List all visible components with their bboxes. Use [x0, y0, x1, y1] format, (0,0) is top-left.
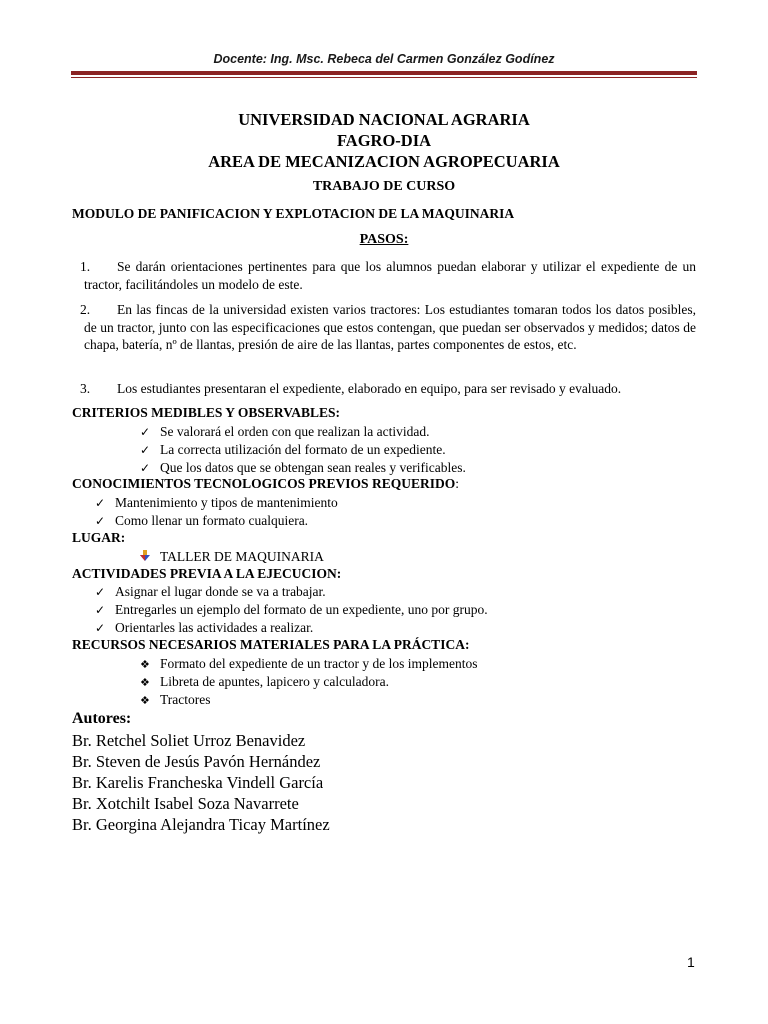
title-faculty: FAGRO-DIA [336, 131, 432, 150]
actividades-heading: ACTIVIDADES PREVIA A LA EJECUCION: [72, 566, 342, 581]
step-number: 2. [80, 302, 91, 317]
check-icon [140, 441, 160, 459]
module-title: MODULO DE PANIFICACION Y EXPLOTACION DE LA MAQUINARIA [72, 206, 515, 221]
list-item: ❖Libreta de apuntes, lapicero y calculadora. [140, 673, 389, 691]
step-text: Se darán orientaciones pertinentes para que los alumnos puedan elaborar y utilizar el expediente de un tractor, facilitándoles un modelo de este. [84, 259, 696, 292]
check-icon [140, 459, 160, 477]
list-item: ✓Como llenar un formato cualquiera. [95, 512, 308, 530]
header-rule-thick [71, 71, 697, 75]
list-item: ✓Se valorará el orden con que realizan la actividad. [140, 423, 430, 441]
check-icon [95, 512, 115, 530]
page-number: 1 [687, 954, 695, 970]
author-name: Br. Steven de Jesús Pavón Hernández [72, 752, 321, 771]
list-item: ✓Entregarles un ejemplo del formato de un expediente, uno por grupo. [95, 601, 488, 619]
diamond-bullet-icon [140, 691, 160, 709]
conocimientos-heading: CONOCIMIENTOS TECNOLOGICOS PREVIOS REQUERIDO: [72, 476, 459, 491]
recursos-heading: RECURSOS NECESARIOS MATERIALES PARA LA PRÁCTICA: [72, 637, 470, 652]
title-area: AREA DE MECANIZACION AGROPECUARIA [208, 152, 560, 171]
list-item: ✓La correcta utilización del formato de un expediente. [140, 441, 446, 459]
list-item: ✓Asignar el lugar donde se va a trabajar. [95, 583, 326, 601]
step-text: En las fincas de la universidad existen varios tractores: Los estudiantes tomaran todos los datos posibles, de un tractor, junto con las especificaciones que estos contengan, que puedan ser observados y medidos; datos de chapa, batería, nº de llantas, presión de aire de las llantas, partes componentes de estos, etc. [84, 302, 696, 352]
check-icon [95, 494, 115, 512]
step-number: 1. [80, 259, 91, 274]
author-name: Br. Karelis Francheska Vindell García [72, 773, 324, 792]
author-name: Br. Georgina Alejandra Ticay Martínez [72, 815, 330, 834]
title-work: TRABAJO DE CURSO [312, 179, 456, 194]
check-icon [95, 583, 115, 601]
criterios-heading: CRITERIOS MEDIBLES Y OBSERVABLES: [72, 405, 340, 420]
check-icon [140, 423, 160, 441]
list-item: ✓Que los datos que se obtengan sean reales y verificables. [140, 459, 466, 477]
steps-heading: PASOS: [359, 232, 409, 247]
diamond-bullet-icon [140, 655, 160, 673]
author-name: Br. Xotchilt Isabel Soza Navarrete [72, 794, 299, 813]
step-number: 3. [80, 381, 91, 396]
list-item: TALLER DE MAQUINARIA [140, 548, 324, 565]
step-1 [72, 258, 696, 293]
author-name: Br. Retchel Soliet Urroz Benavidez [72, 731, 306, 750]
list-item: ❖Tractores [140, 691, 211, 709]
header-rule-thin [71, 77, 697, 78]
diamond-bullet-icon [140, 673, 160, 691]
list-item: ✓Mantenimiento y tipos de mantenimiento [95, 494, 338, 512]
step-text: Los estudiantes presentaran el expediente, elaborado en equipo, para ser revisado y evaluado. [117, 381, 622, 396]
lugar-heading: LUGAR: [72, 530, 126, 545]
title-university: UNIVERSIDAD NACIONAL AGRARIA [238, 110, 530, 129]
check-icon [95, 619, 115, 637]
list-item: ✓Orientarles las actividades a realizar. [95, 619, 313, 637]
step-2 [72, 301, 696, 354]
list-item: ❖Formato del expediente de un tractor y de los implementos [140, 655, 478, 673]
authors-heading: Autores: [72, 710, 132, 727]
step-3 [72, 380, 696, 398]
check-icon [95, 601, 115, 619]
arrow-bullet-icon [140, 550, 150, 562]
header-docente: Docente: Ing. Msc. Rebeca del Carmen González Godínez [213, 52, 555, 66]
